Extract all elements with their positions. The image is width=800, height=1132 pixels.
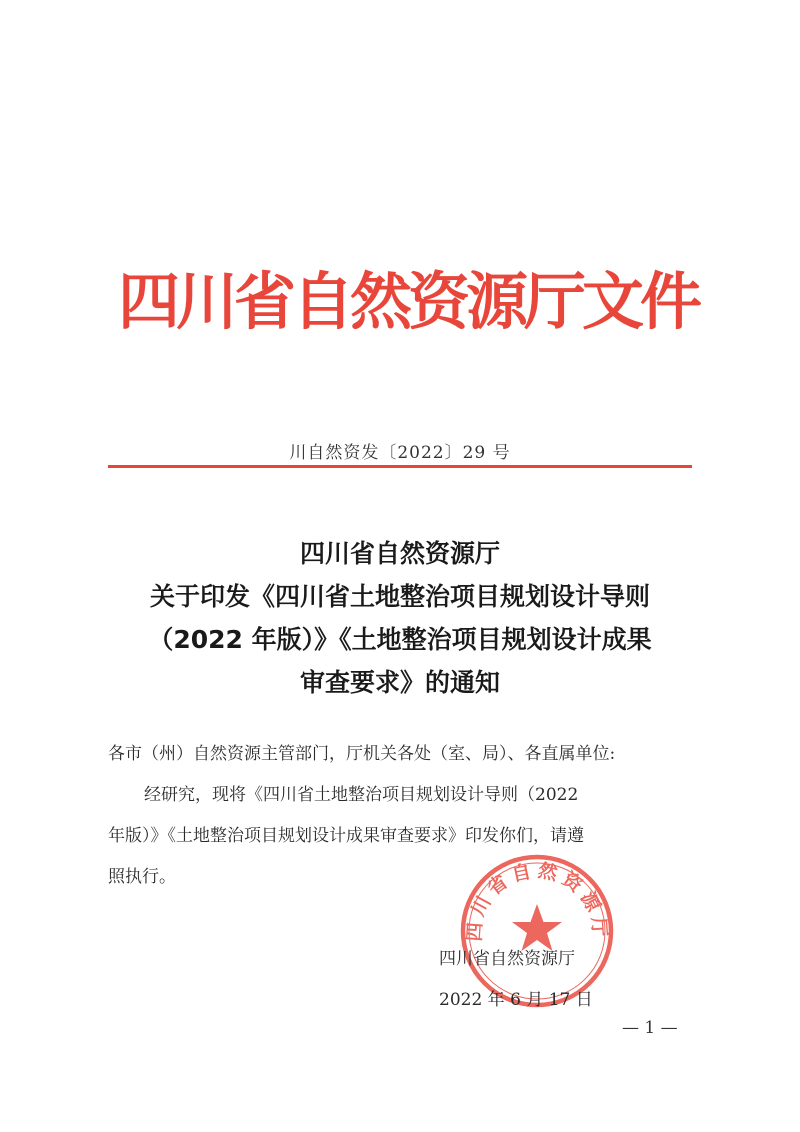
issue-date: 2022 年 6 月 17 日 [439,990,593,1010]
document-masthead: 四川省自然资源厅文件 [118,265,699,338]
body-paragraph-line-1: 经研究，现将《四川省土地整治项目规划设计导则（2022 [144,785,579,805]
body-paragraph-line-2: 年版）》《土地整治项目规划设计成果审查要求》印发你们，请遵 [108,826,584,846]
title-line-4: 审查要求》的通知 [299,668,500,697]
body-paragraph-line-3: 照执行。 [108,867,176,887]
title-line-3: （2022 年版）》《土地整治项目规划设计成果 [148,625,652,654]
notice-title [90,532,710,704]
signer-organization: 四川省自然资源厅 [439,949,575,969]
title-line-1: 四川省自然资源厅 [299,539,500,568]
addressee-line: 各市（州）自然资源主管部门，厅机关各处（室、局）、各直属单位: [108,744,616,764]
title-line-2: 关于印发《四川省土地整治项目规划设计导则 [149,582,650,611]
page-number: — 1 — [622,1018,678,1038]
red-separator-line [108,465,692,468]
seal-text: 四川省自然资源厅 [463,859,611,943]
document-number: 川自然资发〔2022〕29 号 [289,443,511,463]
